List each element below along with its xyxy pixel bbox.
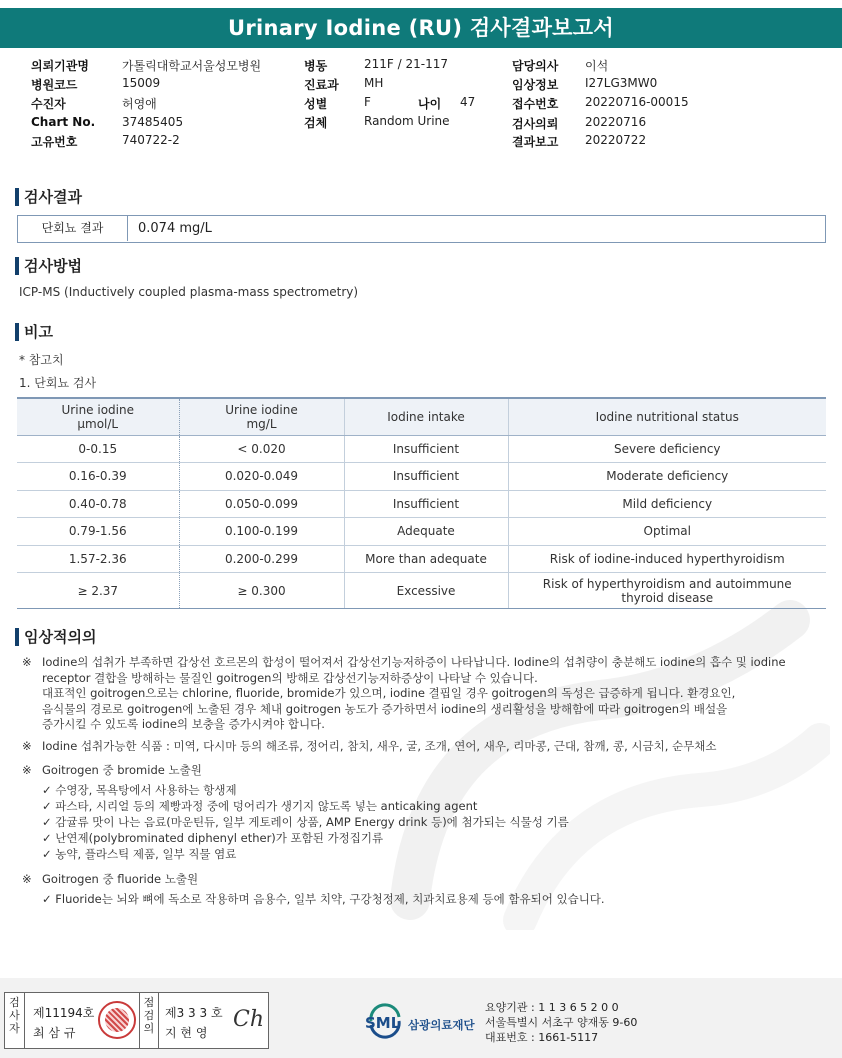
cell-umol: 0.79-1.56 <box>17 518 179 546</box>
fluoride-heading: Goitrogen 중 fluoride 노출원 <box>42 872 199 886</box>
cell-status: Optimal <box>508 518 826 546</box>
table-row <box>17 463 826 491</box>
cell-intake: Insufficient <box>344 435 508 463</box>
patient-label: 수진자 <box>31 97 66 111</box>
address: 서울특별시 서초구 양재동 9-60 <box>485 1016 638 1029</box>
cell-status: Severe deficiency <box>508 435 826 463</box>
institution-code: 요양기관 : 1 1 3 6 5 2 0 0 <box>485 1001 619 1014</box>
p1-line: Iodine의 섭취가 부족하면 갑상선 호르몬의 합성이 떨어져서 갑상선기능저하증이 나타납니다. Iodine의 섭취량이 충분해도 iodine의 흡수 및 iodine <box>42 655 786 669</box>
cell-umol: 0.40-0.78 <box>17 490 179 518</box>
food-list: Iodine 섭취가능한 식품 : 미역, 다시마 등의 해조류, 정어리, 참치, 새우, 굴, 조개, 연어, 새우, 리마콩, 근대, 참깨, 콩, 시금치, 순무채소 <box>42 739 717 753</box>
dept-value: MH <box>364 76 384 90</box>
report-date-value: 20220722 <box>585 133 647 147</box>
table-header-row <box>17 398 826 435</box>
cell-mg: 0.100-0.199 <box>179 518 344 546</box>
report-date-label: 결과보고 <box>512 135 559 149</box>
header-umol-line1: Urine iodine <box>61 402 134 417</box>
cell-umol: 0.16-0.39 <box>17 463 179 491</box>
cell-mg: 0.020-0.049 <box>179 463 344 491</box>
reviewer-label: 점검의 <box>139 993 159 1048</box>
cell-status: Mild deficiency <box>508 490 826 518</box>
chart-value: 37485405 <box>122 115 184 129</box>
doctor-value: 이석 <box>585 59 609 73</box>
age-label: 나이 <box>418 97 442 111</box>
note-mark: ※ <box>22 655 32 669</box>
result-box <box>17 215 826 243</box>
request-value: 20220716 <box>585 115 647 129</box>
cell-status: Moderate deficiency <box>508 463 826 491</box>
p1-line: 음식물의 경로로 goitrogen에 노출된 경우 체내 goitrogen 농도가 증가하면서 iodine의 생리활성을 방해함에 따라 goitrogen의 배설을 <box>42 701 728 716</box>
remarks-heading: 비고 <box>15 322 53 342</box>
logo-text: SML <box>365 1014 401 1032</box>
table-row <box>17 518 826 546</box>
cell-umol: ≥ 2.37 <box>17 573 179 609</box>
cell-mg: 0.050-0.099 <box>179 490 344 518</box>
phone: 대표번호 : 1661-5117 <box>485 1031 599 1044</box>
patient-value: 허영애 <box>122 97 157 111</box>
note-mark: ※ <box>22 763 32 777</box>
header-umol <box>17 398 179 435</box>
reviewer-number: 제3 3 3 호 <box>165 1006 223 1020</box>
hospital-label: 의뢰기관명 <box>31 59 89 73</box>
hospcode-label: 병원코드 <box>31 78 78 92</box>
reviewer-name: 지 현 영 <box>165 1026 208 1040</box>
cell-intake: More than adequate <box>344 545 508 573</box>
hospital-value: 가톨릭대학교서울성모병원 <box>122 59 262 73</box>
signature-icon: Ch <box>233 1007 265 1032</box>
result-value: 0.074 mg/L <box>138 221 212 236</box>
cell-mg: ≥ 0.300 <box>179 573 344 609</box>
sex-label: 성별 <box>304 97 328 111</box>
cell-mg: < 0.020 <box>179 435 344 463</box>
age-value: 47 <box>460 95 476 109</box>
tester-name: 최 삼 규 <box>33 1026 76 1040</box>
cell-status-line1: Risk of hyperthyroidism and autoimmune <box>542 576 792 591</box>
bromide-item: ✓ 수영장, 목욕탕에서 사용하는 항생제 <box>42 783 237 797</box>
cell-umol: 1.57-2.36 <box>17 545 179 573</box>
hospcode-value: 15009 <box>122 76 161 90</box>
header-mg <box>179 398 344 435</box>
cell-intake: Excessive <box>344 573 508 609</box>
p1-line: receptor 결합을 방해하는 물질인 goitrogen의 방해로 갑상선기능저하증상이 나타날 수 있습니다. <box>42 670 538 685</box>
cell-intake: Insufficient <box>344 463 508 491</box>
bromide-item: ✓ 농약, 플라스틱 제품, 일부 직물 염료 <box>42 847 237 861</box>
chart-label: Chart No. <box>31 115 96 129</box>
tester-label: 검사자 <box>5 993 25 1048</box>
result-heading: 검사결과 <box>15 187 82 207</box>
cell-umol: 0-0.15 <box>17 435 179 463</box>
bromide-item: ✓ 감귤류 맛이 나는 음료(마운틴듀, 일부 게토레이 상품, AMP Energy drink 등)에 첨가되는 식물성 기름 <box>42 815 569 829</box>
table-row <box>17 435 826 463</box>
specimen-value: Random Urine <box>364 114 450 128</box>
cell-status <box>508 573 826 609</box>
bromide-item: ✓ 파스타, 시리얼 등의 제빵과정 중에 덩어리가 생기지 않도록 넣는 anticaking agent <box>42 799 478 813</box>
ward-label: 병동 <box>304 59 328 73</box>
report-title: Urinary Iodine (RU) 검사결과보고서 <box>0 8 842 48</box>
ref-note: * 참고치 <box>19 353 64 367</box>
method-text: ICP-MS (Inductively coupled plasma-mass spectrometry) <box>19 285 359 299</box>
method-heading: 검사방법 <box>15 256 82 276</box>
reference-table <box>17 397 826 609</box>
uid-value: 740722-2 <box>122 133 180 147</box>
cell-mg: 0.200-0.299 <box>179 545 344 573</box>
header-intake: Iodine intake <box>344 398 508 435</box>
p1-line: 대표적인 goitrogen으로는 chlorine, fluoride, bromide가 있으며, iodine 결핍일 경우 goitrogen의 독성은 급증하게 됩니다. 환경요인, <box>42 686 736 700</box>
doctor-label: 담당의사 <box>512 59 559 73</box>
header-mg-line1: Urine iodine <box>225 402 298 417</box>
result-label: 단회뇨 결과 <box>18 216 128 241</box>
header-mg-line2: mg/L <box>246 416 277 431</box>
table-row <box>17 573 826 609</box>
table-row <box>17 490 826 518</box>
request-label: 검사의뢰 <box>512 117 559 131</box>
table-row <box>17 545 826 573</box>
clinical-paragraph-1-body <box>42 655 832 733</box>
header-umol-line2: μmol/L <box>77 416 119 431</box>
bromide-item: ✓ 난연제(polybrominated diphenyl ether)가 포함된 가정집기류 <box>42 831 384 845</box>
uid-label: 고유번호 <box>31 135 78 149</box>
note-mark: ※ <box>22 872 32 886</box>
header-status: Iodine nutritional status <box>508 398 826 435</box>
dept-label: 진료과 <box>304 78 339 92</box>
bromide-heading: Goitrogen 중 bromide 노출원 <box>42 763 202 777</box>
cell-intake: Insufficient <box>344 490 508 518</box>
seal-icon <box>98 1001 136 1039</box>
clinical-heading: 임상적의의 <box>15 627 96 647</box>
cell-status: Risk of iodine-induced hyperthyroidism <box>508 545 826 573</box>
note-mark: ※ <box>22 739 32 753</box>
specimen-label: 검체 <box>304 116 328 130</box>
signature-box <box>4 992 269 1049</box>
clinic-info-label: 임상정보 <box>512 78 559 92</box>
cell-status-line2: thyroid disease <box>621 590 714 605</box>
tester-number: 제11194호 <box>33 1006 95 1020</box>
receipt-label: 접수번호 <box>512 97 559 111</box>
p1-line: 증가시킬 수 있도록 iodine의 보충을 증가시켜야 합니다. <box>42 717 325 731</box>
cell-intake: Adequate <box>344 518 508 546</box>
ward-value: 211F / 21-117 <box>364 57 448 71</box>
fluoride-item: ✓ Fluoride는 뇌와 뼈에 독소로 작용하며 음용수, 일부 치약, 구강청정제, 치과치료용제 등에 함유되어 있습니다. <box>42 892 605 906</box>
receipt-value: 20220716-00015 <box>585 95 689 109</box>
sub-note: 1. 단회뇨 검사 <box>19 376 97 390</box>
sex-value: F <box>364 95 371 109</box>
org-name: 삼광의료재단 <box>408 1018 475 1032</box>
clinic-info-value: I27LG3MW0 <box>585 76 658 90</box>
